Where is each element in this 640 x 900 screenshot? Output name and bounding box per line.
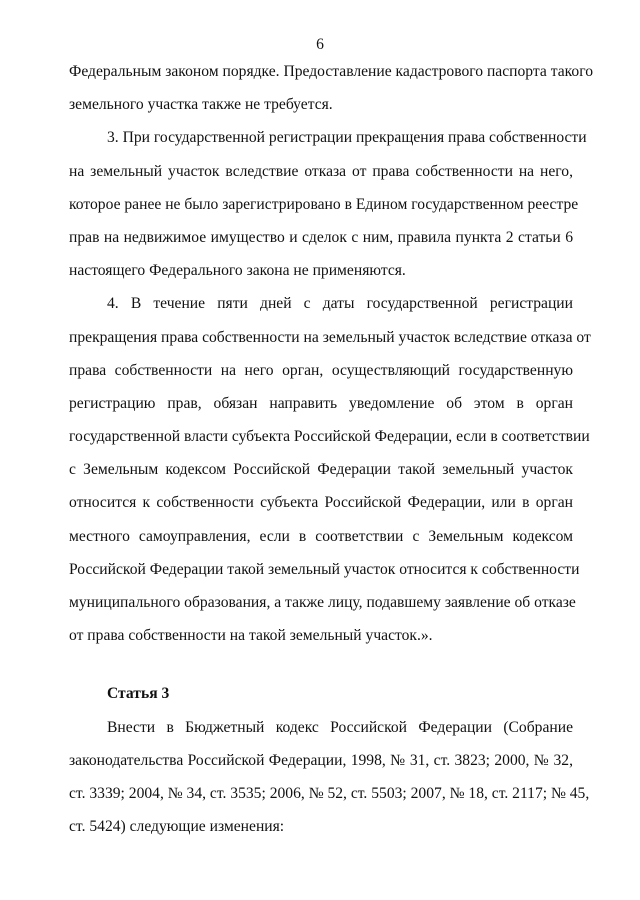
text-line: Федеральным законом порядке. Предоставление кадастрового паспорта такого bbox=[69, 63, 594, 80]
document-body bbox=[69, 61, 594, 849]
text-line: прав на недвижимое имущество и сделок с ним, правила пункта 2 статьи 6 bbox=[69, 228, 573, 246]
text-line: 4. В течение пяти дней с даты государственной регистрации bbox=[107, 295, 573, 313]
text-line: прекращения права собственности на земельный участок вследствие отказа от bbox=[69, 328, 591, 346]
text-line: настоящего Федерального закона не применяются. bbox=[69, 262, 406, 280]
paragraph-item-3 bbox=[69, 127, 587, 293]
text-line: регистрацию прав, обязан направить уведомление об этом в орган bbox=[69, 394, 573, 412]
article-paragraph bbox=[69, 717, 590, 850]
text-line: относится к собственности субъекта Российской Федерации, или в орган bbox=[69, 494, 573, 512]
text-line: Внести в Бюджетный кодекс Российской Федерации (Собрание bbox=[107, 718, 573, 736]
text-line: Российской Федерации такой земельный участок относится к собственности bbox=[69, 560, 580, 578]
text-line: на земельный участок вследствие отказа от права собственности на него, bbox=[69, 162, 573, 180]
text-line: 3. При государственной регистрации прекращения права собственности bbox=[107, 129, 587, 147]
text-line: государственной власти субъекта Российской Федерации, если в соответствии bbox=[69, 428, 590, 446]
article-heading: Статья 3 bbox=[107, 685, 170, 703]
text-line: ст. 5424) следующие изменения: bbox=[69, 818, 285, 836]
text-line: муниципального образования, а также лицу, подавшему заявление об отказе bbox=[69, 594, 576, 611]
paragraph-continuation bbox=[69, 61, 594, 127]
page-number: 6 bbox=[316, 36, 324, 53]
text-line: от права собственности на такой земельный участок.». bbox=[69, 627, 433, 645]
paragraph-item-4 bbox=[69, 293, 591, 658]
text-line: земельного участка также не требуется. bbox=[69, 96, 333, 114]
text-line: которое ранее не было зарегистрировано в Едином государственном реестре bbox=[69, 195, 579, 213]
text-line: местного самоуправления, если в соответствии с Земельным кодексом bbox=[69, 527, 573, 545]
text-line: права собственности на него орган, осуществляющий государственную bbox=[69, 361, 573, 379]
text-line: ст. 3339; 2004, № 34, ст. 3535; 2006, № 52, ст. 5503; 2007, № 18, ст. 2117; № 45, bbox=[69, 784, 590, 802]
text-line: законодательства Российской Федерации, 1998, № 31, ст. 3823; 2000, № 32, bbox=[69, 751, 573, 769]
text-line: с Земельным кодексом Российской Федерации такой земельный участок bbox=[69, 461, 573, 479]
